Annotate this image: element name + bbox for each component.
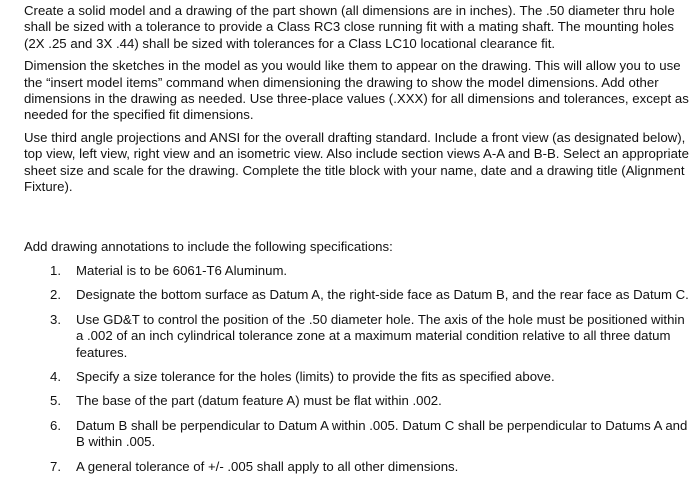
list-item-text: Use GD&T to control the position of the .50 diameter hole. The axis of the hole must be positioned within a .002 of an inch cylindrical tolerance zone at a maximum material condition relative to all three datum features. <box>76 311 685 360</box>
paragraph-dimensioning: Dimension the sketches in the model as you would like them to appear on the drawing. This will allow you to use the “insert model items” command when dimensioning the drawing to show the model dimensions. Add other dimensions in the drawing as needed. Use three-place values (.XXX) for all dimensions and tolerances, except as needed for the specified fit dimensions. <box>24 58 689 123</box>
list-item-number: 1. <box>50 262 61 278</box>
list-item-number: 3. <box>50 311 61 327</box>
list-item-number: 7. <box>50 458 61 474</box>
list-item <box>24 312 694 361</box>
list-item-text: Datum B shall be perpendicular to Datum A within .005. Datum C shall be perpendicular to Datums A and B within .005. <box>76 417 688 450</box>
list-item-text: The base of the part (datum feature A) must be flat within .002. <box>76 393 442 409</box>
list-item-text: Designate the bottom surface as Datum A, the right-side face as Datum B, and the rear face as Datum C. <box>76 287 689 303</box>
list-item-text: Material is to be 6061-T6 Aluminum. <box>76 262 288 278</box>
list-item <box>24 459 694 475</box>
list-item <box>24 418 694 451</box>
list-item-text: A general tolerance of +/- .005 shall apply to all other dimensions. <box>76 458 459 474</box>
specifications-list <box>24 263 694 475</box>
list-item-number: 2. <box>50 287 61 303</box>
paragraph-model-requirements: Create a solid model and a drawing of the part shown (all dimensions are in inches). The .50 diameter thru hole shall be sized with a tolerance to provide a Class RC3 close running fit with a mating shaft. The mounting holes (2X .25 and 3X .44) shall be sized with tolerances for a Class LC10 locational clearance fit. <box>24 3 675 51</box>
list-item-text: Specify a size tolerance for the holes (limits) to provide the fits as specified above. <box>76 368 555 384</box>
list-item <box>24 287 694 303</box>
list-item <box>24 369 694 385</box>
list-item <box>24 393 694 409</box>
list-item-number: 5. <box>50 393 61 409</box>
list-item-number: 4. <box>50 368 61 384</box>
list-item <box>24 263 694 279</box>
annotations-intro: Add drawing annotations to include the following specifications: <box>24 239 393 255</box>
list-item-number: 6. <box>50 417 61 433</box>
paragraph-views: Use third angle projections and ANSI for the overall drafting standard. Include a front view (as designated below), top view, left view, right view and an isometric view. Also include section views A-A and B-B. Select an appropriate sheet size and scale for the drawing. Complete the title block with your name, date and a drawing title (Alignment Fixture). <box>24 129 689 195</box>
